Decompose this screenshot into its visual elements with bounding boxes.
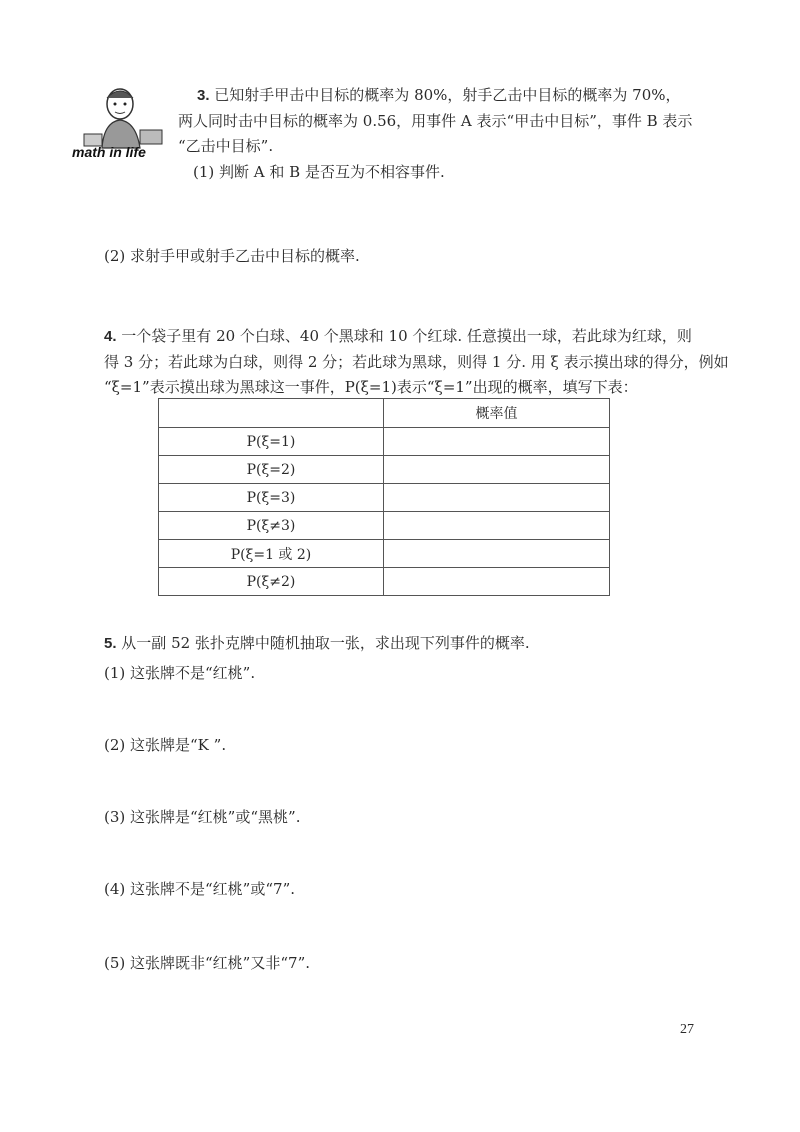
q4-line1-text: 一个袋子里有 20 个白球、40 个黑球和 10 个红球. 任意摸出一球，若此球为红球，则 <box>121 327 692 345</box>
math-in-life-logo <box>70 82 174 174</box>
table-row <box>159 428 610 456</box>
logo-caption: math in life <box>72 144 146 160</box>
table-answer-cell[interactable] <box>384 456 610 484</box>
cartoon-person-icon <box>70 82 174 152</box>
q5-part3: (3) 这张牌是“红桃”或“黑桃”. <box>104 808 301 826</box>
table-header-probability: 概率值 <box>384 399 610 428</box>
table-header-empty <box>159 399 384 428</box>
q5-part2: (2) 这张牌是“K ”. <box>104 736 227 754</box>
table-row <box>159 512 610 540</box>
table-header-row <box>159 399 610 428</box>
q3-part2: (2) 求射手甲或射手乙击中目标的概率. <box>104 247 360 265</box>
table-row <box>159 484 610 512</box>
table-row-label: P(ξ≠2) <box>159 568 384 596</box>
q5-intro <box>104 632 530 653</box>
table-answer-cell[interactable] <box>384 540 610 568</box>
probability-table <box>158 398 610 596</box>
table-answer-cell[interactable] <box>384 484 610 512</box>
q3-line1 <box>197 84 681 105</box>
q5-intro-text: 从一副 52 张扑克牌中随机抽取一张，求出现下列事件的概率. <box>121 634 530 652</box>
q5-part1: (1) 这张牌不是“红桃”. <box>104 664 256 682</box>
q3-part1: (1) 判断 A 和 B 是否互为不相容事件. <box>193 163 445 181</box>
q3-number: 3. <box>197 87 210 104</box>
q5-number: 5. <box>104 635 117 652</box>
table-row <box>159 540 610 568</box>
q4-line2: 得 3 分；若此球为白球，则得 2 分；若此球为黑球，则得 1 分. 用 ξ 表示摸出球的得分，例如 <box>104 353 729 371</box>
table-row <box>159 456 610 484</box>
q3-line2: 两人同时击中目标的概率为 0.56，用事件 A 表示“甲击中目标”，事件 B 表示 <box>178 112 693 130</box>
table-row-label: P(ξ=1 或 2) <box>159 540 384 568</box>
table-row <box>159 568 610 596</box>
q4-line1 <box>104 325 692 346</box>
q5-part5: (5) 这张牌既非“红桃”又非“7”. <box>104 954 311 972</box>
table-row-label: P(ξ=2) <box>159 456 384 484</box>
q3-line3: “乙击中目标”. <box>178 137 274 155</box>
q5-part4: (4) 这张牌不是“红桃”或“7”. <box>104 880 296 898</box>
table-row-label: P(ξ≠3) <box>159 512 384 540</box>
table-answer-cell[interactable] <box>384 428 610 456</box>
q3-line1-text: 已知射手甲击中目标的概率为 80%，射手乙击中目标的概率为 70%， <box>214 86 681 104</box>
q4-number: 4. <box>104 328 117 345</box>
table-answer-cell[interactable] <box>384 568 610 596</box>
q4-line3: “ξ=1”表示摸出球为黑球这一事件，P(ξ=1)表示“ξ=1”出现的概率，填写下表： <box>104 378 638 396</box>
table-row-label: P(ξ=1) <box>159 428 384 456</box>
table-answer-cell[interactable] <box>384 512 610 540</box>
table-row-label: P(ξ=3) <box>159 484 384 512</box>
page-number: 27 <box>680 1022 694 1037</box>
